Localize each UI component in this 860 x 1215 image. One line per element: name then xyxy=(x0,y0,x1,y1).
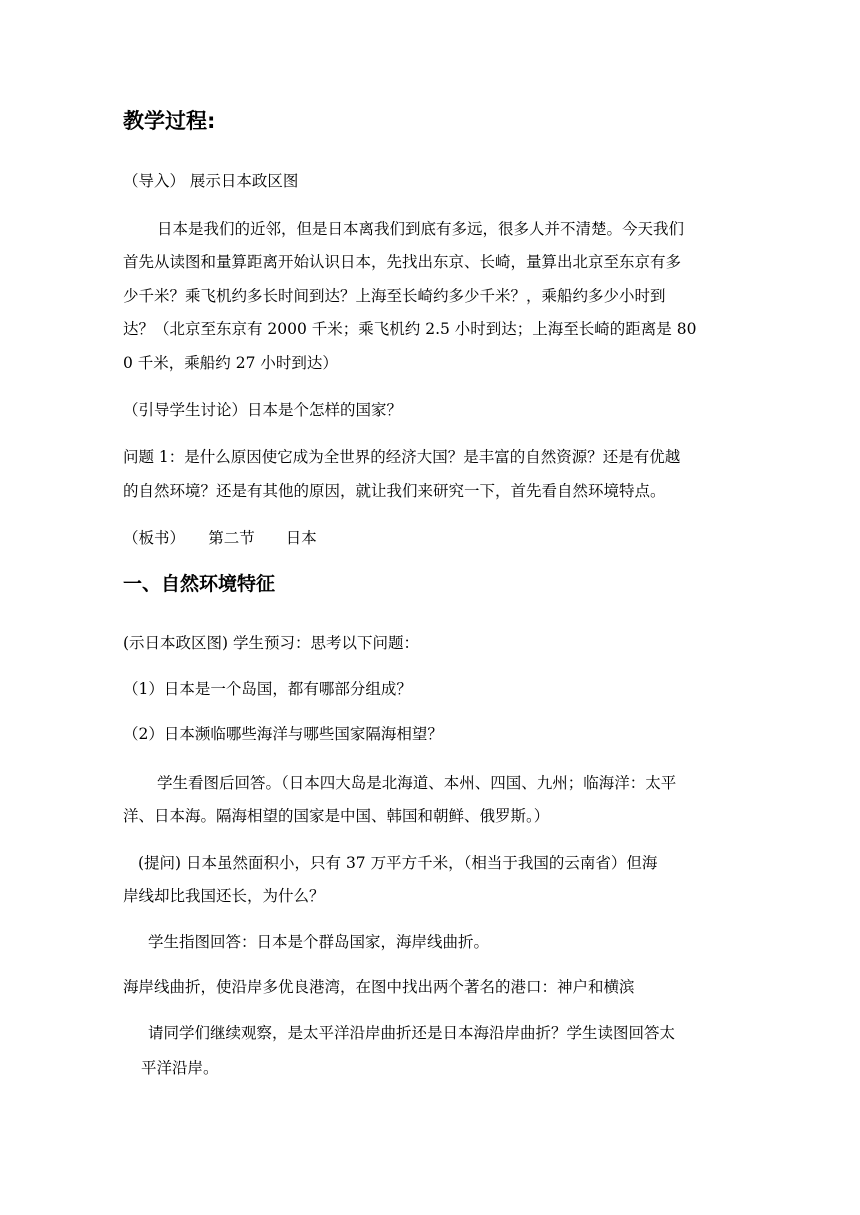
coast-line: 海岸线曲折，使沿岸多优良港湾，在图中找出两个著名的港口：神户和横滨 xyxy=(123,978,635,996)
text-line: 少千米？乘飞机约多长时间到达？上海至长崎约多少千米？，乘船约多少小时到 xyxy=(123,287,666,305)
text-line: 请同学们继续观察，是太平洋沿岸曲折还是日本海沿岸曲折？学生读图回答太 xyxy=(148,1024,676,1042)
preview-line: (示日本政区图) 学生预习：思考以下问题： xyxy=(123,634,420,652)
text-line: 日本是我们的近邻，但是日本离我们到底有多远，很多人并不清楚。今天我们 xyxy=(157,220,685,238)
text-line: 达？（北京至东京有 2000 千米；乘飞机约 2.5 小时到达；上海至长崎的距离是 80 xyxy=(123,320,697,338)
page-title: 教学过程: xyxy=(123,109,216,133)
text-line: 的自然环境？还是有其他的原因，就让我们来研究一下，首先看自然环境特点。 xyxy=(123,482,666,500)
section-title: 一、自然环境特征 xyxy=(123,573,276,595)
answer-2: 学生指图回答：日本是个群岛国家，海岸线曲折。 xyxy=(148,933,490,951)
text-line: 洋、日本海。隔海相望的国家是中国、韩国和朝鲜、俄罗斯。） xyxy=(123,807,550,825)
intro-label: （导入） 展示日本政区图 xyxy=(123,172,299,190)
text-line: 首先从读图和量算距离开始认识日本，先找出东京、长崎，量算出北京至东京有多 xyxy=(123,253,682,271)
text-line: 学生看图后回答。（日本四大岛是北海道、本州、四国、九州；临海洋：太平 xyxy=(157,774,677,792)
discussion-line: （引导学生讨论）日本是个怎样的国家？ xyxy=(123,401,403,419)
board-note: （板书） 第二节 日本 xyxy=(123,529,317,547)
text-line: (提问) 日本虽然面积小，只有 37 万平方千米，（相当于我国的云南省）但海 xyxy=(138,854,658,872)
text-line: 0 千米，乘船约 27 小时到达） xyxy=(123,354,338,372)
list-item: （2）日本濒临哪些海洋与哪些国家隔海相望？ xyxy=(123,725,443,743)
list-item: （1）日本是一个岛国，都有哪部分组成？ xyxy=(123,680,412,698)
text-line: 平洋沿岸。 xyxy=(141,1059,219,1077)
text-line: 岸线却比我国还长，为什么？ xyxy=(123,887,325,905)
text-line: 问题 1：是什么原因使它成为全世界的经济大国？是丰富的自然资源？还是有优越 xyxy=(123,448,681,466)
